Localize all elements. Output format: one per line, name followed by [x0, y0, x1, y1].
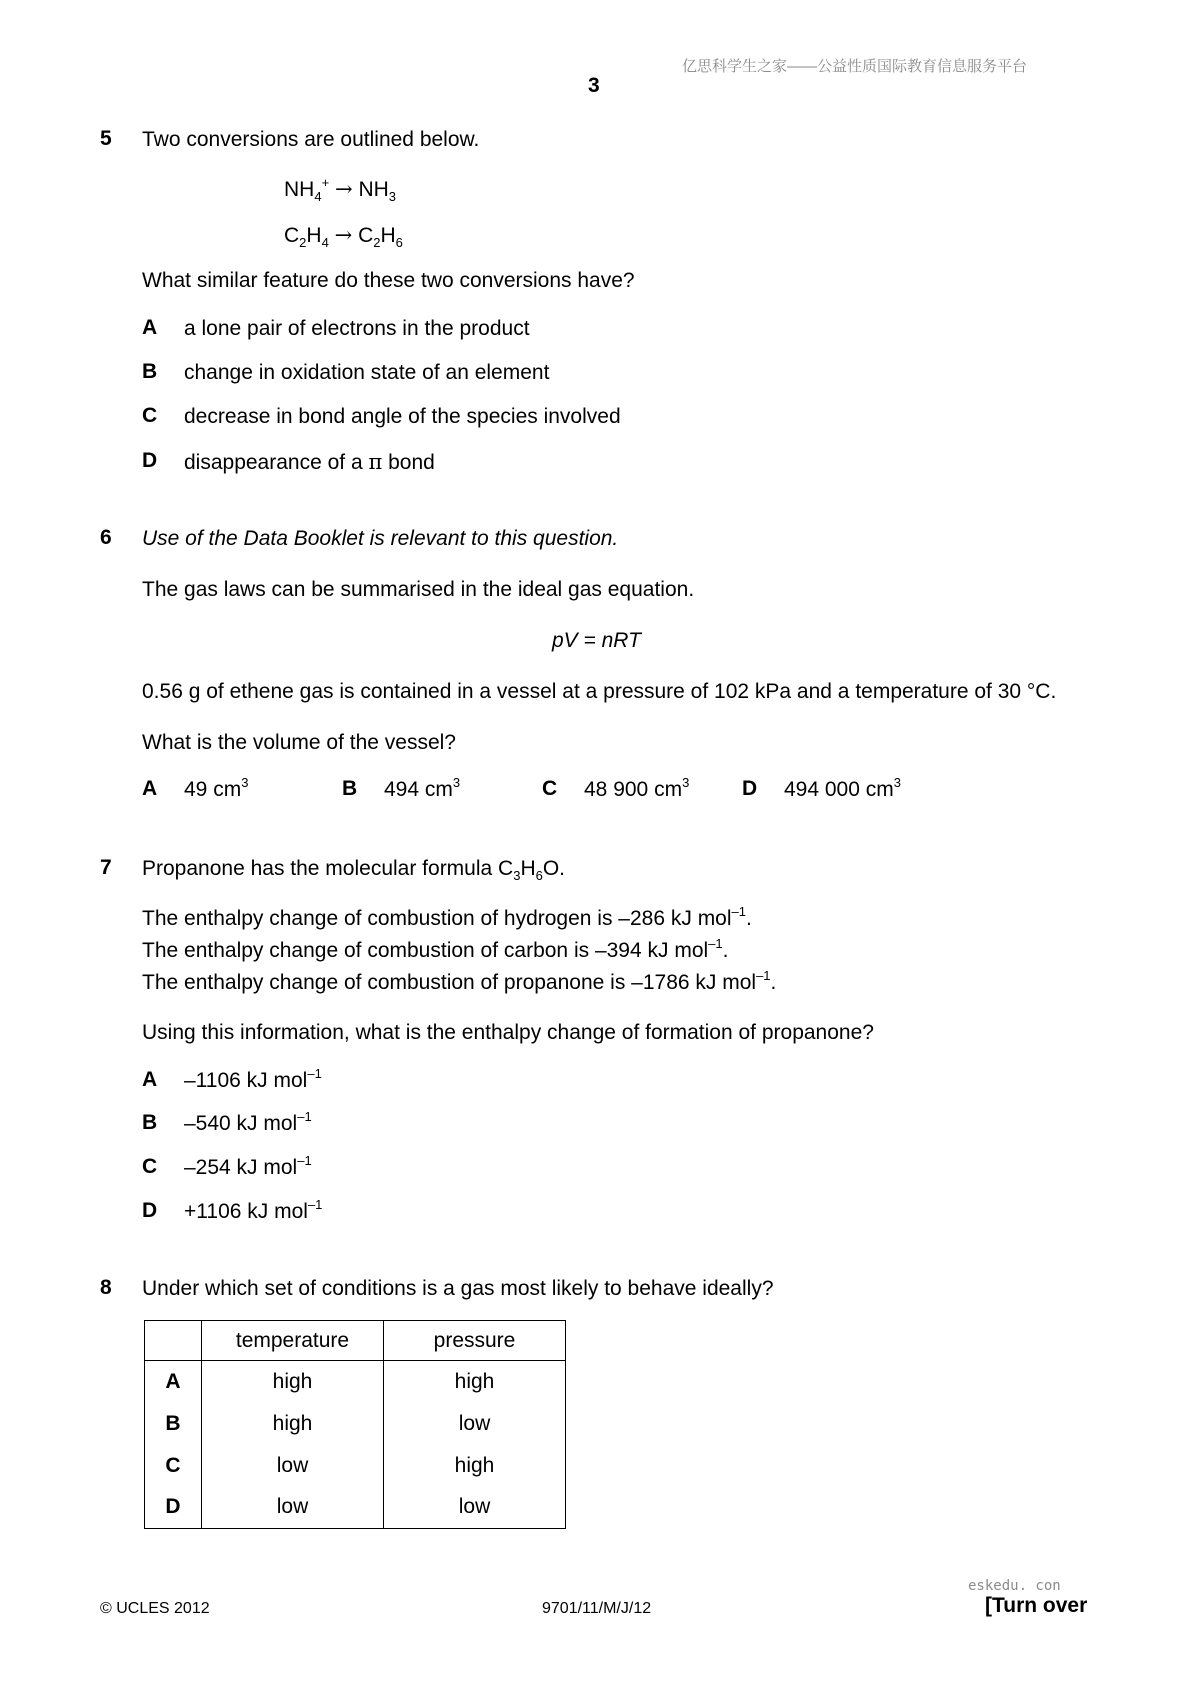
- watermark-bottom: eskedu. con: [968, 1578, 1061, 1594]
- table-cell-letter: A: [145, 1361, 202, 1403]
- q5-option-d-letter: D: [142, 449, 158, 472]
- q5-stem: Two conversions are outlined below.: [142, 128, 480, 151]
- q8-number: 8: [100, 1276, 112, 1299]
- table-cell: high: [384, 1361, 566, 1403]
- q6-note: Use of the Data Booklet is relevant to this question.: [142, 527, 619, 550]
- q5-option-c-text: decrease in bond angle of the species involved: [184, 405, 621, 428]
- q5-question: What similar feature do these two conversions have?: [142, 269, 635, 292]
- copyright: © UCLES 2012: [100, 1600, 210, 1617]
- q7-line-1: The enthalpy change of combustion of hydrogen is –286 kJ mol$^{-1}$.: [142, 904, 752, 930]
- q7-option-a-value: –1106 kJ mol$^{-1}$: [184, 1066, 322, 1092]
- table-row: [145, 1403, 566, 1445]
- table-row: [145, 1487, 566, 1529]
- q5-option-c-letter: C: [142, 404, 158, 427]
- pi-symbol: π: [368, 450, 383, 474]
- table-header-cell: pressure: [384, 1321, 566, 1361]
- q6-option-a-value: 49 $cm^3$: [184, 775, 249, 801]
- q5-option-b-letter: B: [142, 360, 158, 383]
- table-cell: high: [384, 1445, 566, 1487]
- table-header-cell: temperature: [202, 1321, 384, 1361]
- q7-option-b-letter: B: [142, 1111, 158, 1134]
- table-cell: low: [384, 1403, 566, 1445]
- q6-option-c-letter: C: [542, 777, 558, 800]
- q7-question: Using this information, what is the enthalpy change of formation of propanone?: [142, 1021, 874, 1044]
- page-number: 3: [588, 74, 600, 97]
- q7-option-b-value: –540 kJ mol$^{-1}$: [184, 1109, 312, 1135]
- table-cell: low: [202, 1445, 384, 1487]
- q6-question: What is the volume of the vessel?: [142, 731, 456, 754]
- conditions-table: [144, 1320, 566, 1529]
- q6-option-b-letter: B: [342, 777, 358, 800]
- table-header-row: [145, 1321, 566, 1361]
- paper-code: 9701/11/M/J/12: [542, 1600, 652, 1617]
- watermark-top: 亿思科学生之家——公益性质国际教育信息服务平台: [682, 58, 1028, 75]
- q7-option-d-letter: D: [142, 1199, 158, 1222]
- q7-line-2: The enthalpy change of combustion of carbon is –394 kJ mol$^{-1}$.: [142, 936, 729, 962]
- table-cell: high: [202, 1361, 384, 1403]
- turn-over: [Turn over: [985, 1594, 1088, 1617]
- table-cell-letter: D: [145, 1487, 202, 1529]
- table-cell: low: [202, 1487, 384, 1529]
- table-cell: high: [202, 1403, 384, 1445]
- table-cell-letter: C: [145, 1445, 202, 1487]
- q6-equation: pV = nRT: [552, 629, 641, 652]
- q8-question: Under which set of conditions is a gas most likely to behave ideally?: [142, 1277, 774, 1300]
- q6-option-b-value: 494 $cm^3$: [384, 775, 461, 801]
- q6-option-a-letter: A: [142, 777, 158, 800]
- q7-number: 7: [100, 856, 112, 879]
- q7-line-3: The enthalpy change of combustion of propanone is –1786 kJ mol$^{-1}$.: [142, 968, 777, 994]
- q7-option-c-letter: C: [142, 1155, 158, 1178]
- q5-reaction-2: $C_2H_4 \to C_2H_6$: [284, 223, 403, 250]
- table-row: [145, 1445, 566, 1487]
- q6-number: 6: [100, 526, 112, 549]
- q5-option-b-text: change in oxidation state of an element: [184, 361, 550, 384]
- q6-stem: The gas laws can be summarised in the ideal gas equation.: [142, 578, 695, 601]
- q5-number: 5: [100, 127, 112, 150]
- q5-option-d-text: disappearance of a π bond: [184, 450, 435, 474]
- q5-option-a-text: a lone pair of electrons in the product: [184, 317, 530, 340]
- table-row: [145, 1361, 566, 1403]
- q6-option-d-value: 494 000 $cm^3$: [784, 775, 901, 801]
- q6-data-line: 0.56 g of ethene gas is contained in a vessel at a pressure of 102 kPa and a temperature of 30 °C.: [142, 680, 1057, 703]
- q6-option-c-value: 48 900 $cm^3$: [584, 775, 690, 801]
- table-cell-letter: B: [145, 1403, 202, 1445]
- q6-option-d-letter: D: [742, 777, 758, 800]
- q5-reaction-1: $NH_4^+ \to NH_3$: [284, 175, 397, 204]
- q7-option-a-letter: A: [142, 1068, 158, 1091]
- q7-option-c-value: –254 kJ mol$^{-1}$: [184, 1153, 312, 1179]
- q5-option-a-letter: A: [142, 316, 158, 339]
- q7-option-d-value: +1106 kJ mol$^{-1}$: [184, 1197, 323, 1223]
- table-header-cell: [145, 1321, 202, 1361]
- q7-stem: Propanone has the molecular formula $C_3H_6O$.: [142, 857, 566, 883]
- table-cell: low: [384, 1487, 566, 1529]
